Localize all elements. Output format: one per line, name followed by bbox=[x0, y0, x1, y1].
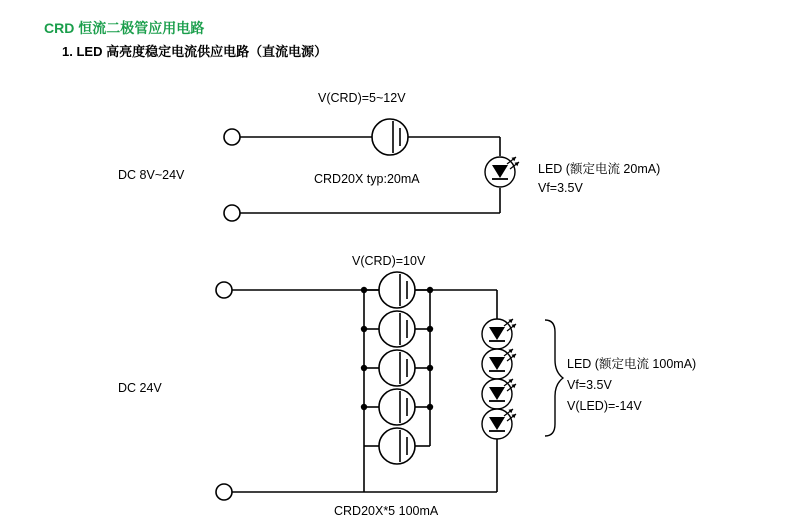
led-group-brace bbox=[545, 320, 563, 436]
top-crd-part-label: CRD20X typ:20mA bbox=[314, 172, 420, 186]
junction-dot bbox=[361, 287, 367, 293]
top-crd-voltage-label: V(CRD)=5~12V bbox=[318, 91, 406, 105]
bottom-crd-symbol-3 bbox=[379, 350, 415, 386]
top-led-label-1: LED (额定电流 20mA) bbox=[538, 162, 661, 176]
top-supply-label: DC 8V~24V bbox=[118, 168, 185, 182]
section-title: 1. LED 高亮度稳定电流供应电路（直流电源） bbox=[62, 44, 328, 59]
top-crd-symbol bbox=[372, 119, 408, 155]
bottom-circuit bbox=[216, 272, 563, 500]
top-led-label-2: Vf=3.5V bbox=[538, 181, 583, 195]
bottom-terminal-positive bbox=[216, 282, 232, 298]
bottom-crd-symbol-5 bbox=[379, 428, 415, 464]
bottom-crd-voltage-label: V(CRD)=10V bbox=[352, 254, 426, 268]
bottom-crd-part-label: CRD20X*5 100mA bbox=[334, 504, 439, 518]
bottom-led-label-2: Vf=3.5V bbox=[567, 378, 612, 392]
bottom-led-symbol-2 bbox=[482, 349, 516, 379]
bottom-supply-label: DC 24V bbox=[118, 381, 162, 395]
page-title: CRD 恒流二极管应用电路 bbox=[44, 20, 205, 36]
bottom-crd-symbol-1 bbox=[379, 272, 415, 308]
junction-dot bbox=[427, 404, 433, 410]
junction-dot bbox=[361, 326, 367, 332]
bottom-led-symbol-1 bbox=[482, 319, 516, 349]
top-terminal-positive bbox=[224, 129, 240, 145]
bottom-led-symbol-3 bbox=[482, 379, 516, 409]
top-terminal-negative bbox=[224, 205, 240, 221]
junction-dot bbox=[361, 365, 367, 371]
top-circuit bbox=[224, 119, 519, 221]
junction-dot bbox=[427, 365, 433, 371]
bottom-crd-symbol-2 bbox=[379, 311, 415, 347]
bottom-led-label-1: LED (额定电流 100mA) bbox=[567, 357, 697, 371]
bottom-led-label-3: V(LED)=-14V bbox=[567, 399, 642, 413]
bottom-terminal-negative bbox=[216, 484, 232, 500]
junction-dot bbox=[427, 326, 433, 332]
bottom-led-symbol-4 bbox=[482, 409, 516, 439]
junction-dot bbox=[361, 404, 367, 410]
bottom-crd-symbol-4 bbox=[379, 389, 415, 425]
top-led-symbol bbox=[485, 157, 519, 187]
